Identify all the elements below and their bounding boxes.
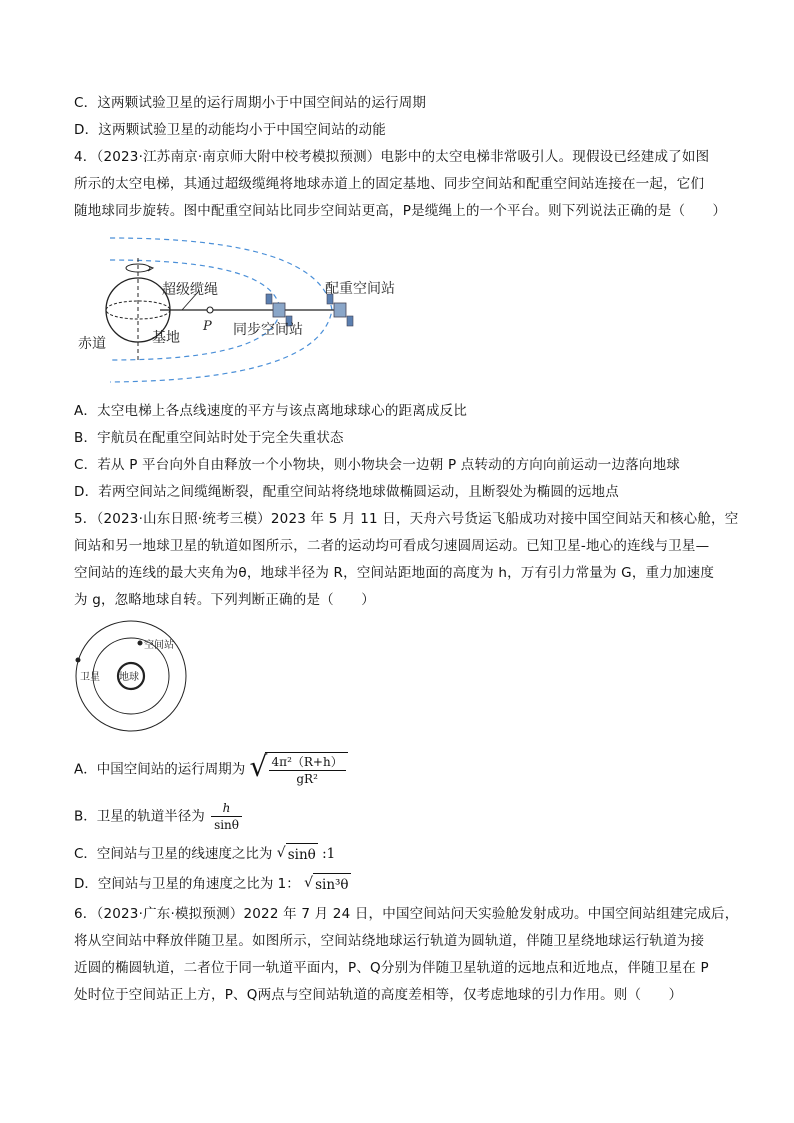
q5-option-b-prefix: B．卫星的轨道半径为 [74,808,205,825]
q5-option-a-prefix: A．中国空间站的运行周期为 [74,761,246,778]
label-station: 空间站 [144,640,174,651]
q6-stem-line-1: 6．（2023·广东·模拟预测）2022 年 7 月 24 日，中国空间站问天实验舱发射成功。中国空间站组建完成后， [74,906,739,922]
q4-option-c: C．若从 P 平台向外自由释放一个小物块，则小物块会一边朝 P 点转动的方向向前运动一边落向地球 [74,457,680,473]
q6-stem-line-4: 处时位于空间站正上方，P、Q两点与空间站轨道的高度差相等，仅考虑地球的引力作用。则（ ） [74,987,683,1003]
label-sync-station: 同步空间站 [233,322,303,338]
orbit-figure [74,620,194,735]
station-dot [138,641,143,646]
q6-stem-line-2: 将从空间站中释放伴随卫星。如图所示，空间站绕地球运行轨道为圆轨道，伴随卫星绕地球运行轨道为接 [74,933,705,949]
q5-stem-line-1: 5．（2023·山东日照·统考三模）2023 年 5 月 11 日，天舟六号货运飞船成功对接中国空间站天和核心舱，空 [74,511,739,527]
q4-stem-line-2: 所示的太空电梯，其通过超级缆绳将地球赤道上的固定基地、同步空间站和配重空间站连接在一起，它们 [74,176,705,192]
q5-option-d-radicand: sin³θ [313,873,350,895]
platform-p-dot [207,307,213,313]
q5-option-b-numerator: h [211,800,242,817]
q4-stem-line-1: 4．（2023·江苏南京·南京师大附中校考模拟预测）电影中的太空电梯非常吸引人。现假设已经建成了如图 [74,149,710,165]
space-elevator-figure [70,230,430,390]
q5-option-a-sqrt: √ $\frac{\text{4π²（R+h）}}{\text{gR²}}$ [250,752,348,787]
q5-stem-line-3: 空间站的连线的最大夹角为θ，地球半径为 R，空间站距地面的高度为 h，万有引力常量为 G，重力加速度 [74,565,715,581]
satellite-dot [76,658,81,663]
q5-stem-line-2: 间站和另一地球卫星的轨道如图所示，二者的运动均可看成匀速圆周运动。已知卫星-地心的连线与卫星— [74,538,710,554]
q5-option-b [74,800,242,833]
label-satellite: 卫星 [80,672,100,683]
q6-stem-line-3: 近圆的椭圆轨道，二者位于同一轨道平面内，P、Q分别为伴随卫星轨道的远地点和近地点，伴随卫星在 P [74,960,709,976]
label-base: 基地 [152,330,180,346]
q5-option-a-numerator: 4π²（R+h） [269,754,346,771]
label-counterweight-station: 配重空间站 [325,281,395,297]
q4-option-d: D．若两空间站之间缆绳断裂，配重空间站将绕地球做椭圆运动，且断裂处为椭圆的远地点 [74,484,619,500]
q5-option-d: D．空间站与卫星的角速度之比为 1： √ sin³θ [74,875,349,893]
label-cable: 超级缆绳 [162,282,218,298]
q5-option-a [74,752,348,787]
q5-option-b-denominator: sinθ [214,818,240,832]
q5-option-c: C．空间站与卫星的线速度之比为 √ sinθ :1 [74,845,336,863]
q4-stem-line-3: 随地球同步旋转。图中配重空间站比同步空间站更高，P是缆绳上的一个平台。则下列说法正确的是（ ） [74,203,727,219]
q4-option-b: B．宇航员在配重空间站时处于完全失重状态 [74,430,344,446]
q5-option-c-suffix: :1 [322,846,336,862]
q5-option-c-radicand: sinθ [286,843,318,865]
q5-option-c-prefix: C．空间站与卫星的线速度之比为 [74,846,273,862]
label-earth: 地球 [119,672,139,683]
q5-option-a-denominator: gR² [296,772,318,786]
label-p: P [203,319,212,334]
q4-option-a: A．太空电梯上各点线速度的平方与该点离地球球心的距离成反比 [74,403,468,419]
label-equator: 赤道 [78,336,106,352]
q3-option-c: C．这两颗试验卫星的运行周期小于中国空间站的运行周期 [74,95,427,111]
q5-stem-line-4: 为 g，忽略地球自转。下列判断正确的是（ ） [74,592,375,608]
q3-option-d: D．这两颗试验卫星的动能均小于中国空间站的动能 [74,122,386,138]
q5-option-d-prefix: D．空间站与卫星的角速度之比为 1： [74,876,300,892]
